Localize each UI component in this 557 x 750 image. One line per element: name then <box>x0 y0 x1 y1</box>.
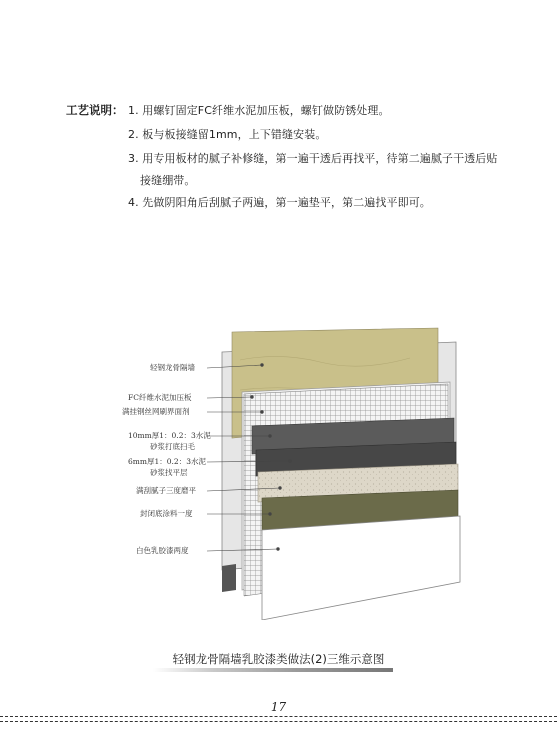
wall-layer-illustration <box>0 320 557 620</box>
latex-paint-layer <box>262 516 460 620</box>
callout-primer: 封闭底涂料一度 <box>140 509 193 518</box>
note-item-3-continued: 接缝绷带。 <box>140 174 196 187</box>
callout-mortar-level-line1: 6mm厚1：0.2：3水泥 <box>128 457 206 466</box>
note-item-4: 4. 先做阴阳角后刮腻子两遍，第一遍垫平，第二遍找平即可。 <box>128 196 431 209</box>
callout-mortar-base-line1: 10mm厚1：0.2：3水泥 <box>128 431 211 440</box>
figure-caption: 轻钢龙骨隔墙乳胶漆类做法(2)三维示意图 <box>172 652 385 666</box>
callout-latex-paint: 白色乳胶漆两度 <box>136 546 189 555</box>
notes-label: 工艺说明： <box>66 103 124 117</box>
note-item-1: 1. 用螺钉固定FC纤维水泥加压板，螺钉做防锈处理。 <box>128 104 390 117</box>
callout-mortar-level-line2: 砂浆找平层 <box>150 468 188 477</box>
note-item-3: 3. 用专用板材的腻子补修缝，第一遍干透后再找平，待第二遍腻子干透后贴 <box>128 152 498 165</box>
bottom-track <box>222 564 236 592</box>
callout-mortar-base-line2: 砂浆打底扫毛 <box>150 442 195 451</box>
footer-dashed-rule <box>0 716 557 717</box>
caption-underline-bar <box>153 668 393 672</box>
wall-layer-diagram <box>0 320 557 620</box>
callout-light-steel-stud-wall: 轻钢龙骨隔墙 <box>150 363 195 372</box>
process-notes <box>0 0 557 220</box>
callout-steel-mesh: 满挂钢丝网刷界面剂 <box>122 407 190 416</box>
callout-putty: 满刮腻子三度磨平 <box>136 486 196 495</box>
footer-dashed-rule-2 <box>0 721 557 722</box>
note-item-2: 2. 板与板接缝留1mm，上下错缝安装。 <box>128 128 327 141</box>
callout-fc-board: FC纤维水泥加压板 <box>128 393 192 402</box>
page-number: 17 <box>270 700 287 714</box>
